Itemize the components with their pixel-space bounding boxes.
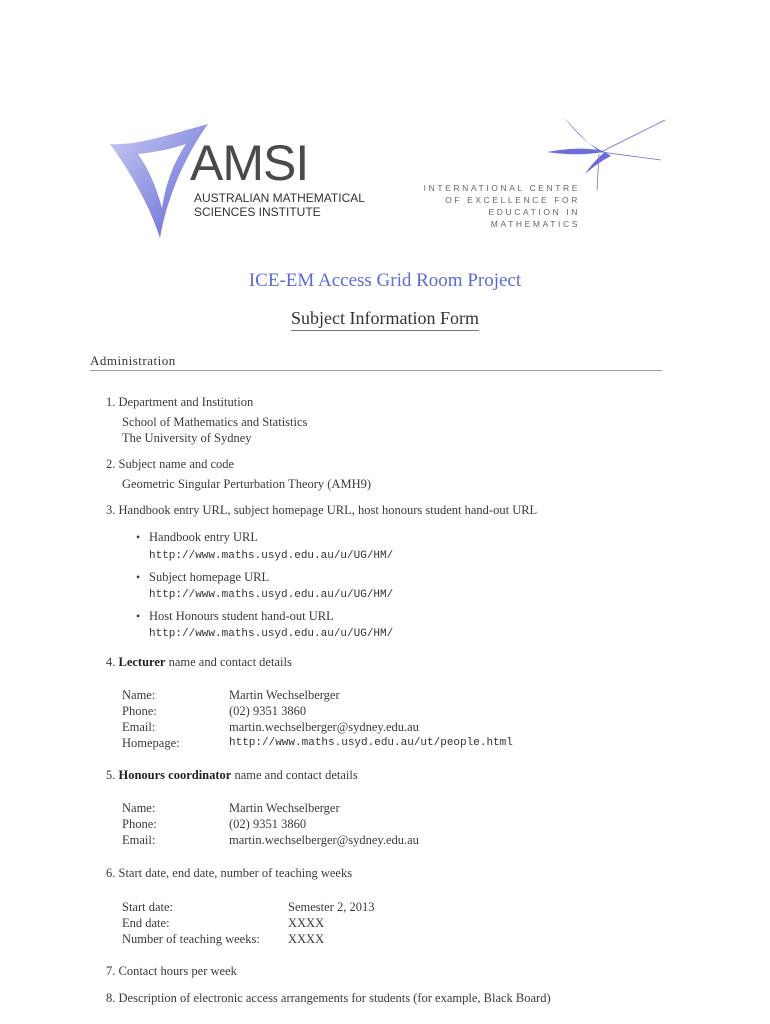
item-number: 5.	[106, 768, 116, 782]
amsi-subtitle-line: AUSTRALIAN MATHEMATICAL	[194, 191, 365, 205]
field-label: Phone:	[122, 704, 157, 718]
iceem-text-line: INTERNATIONAL CENTRE	[423, 183, 580, 193]
field-label: Name:	[122, 801, 156, 815]
item-2-value: Geometric Singular Perturbation Theory (AMH9)	[122, 477, 372, 491]
bullet-label: Subject homepage URL	[149, 570, 270, 584]
field-label: Name:	[122, 688, 156, 702]
bullet-label: Handbook entry URL	[149, 530, 259, 544]
section-heading: Administration	[90, 353, 176, 368]
bullet-icon: •	[136, 530, 141, 544]
form-title-container	[0, 308, 770, 331]
field-label: Homepage:	[122, 736, 180, 750]
field-label: Email:	[122, 720, 156, 734]
item-8-label: 8. Description of electronic access arrangements for students (for example, Black Board)	[106, 991, 551, 1005]
field-value: Semester 2, 2013	[288, 900, 375, 914]
item-emphasis: Honours coordinator	[118, 768, 232, 782]
amsi-subtitle-line: SCIENCES INSTITUTE	[194, 205, 321, 219]
form-title: Subject Information Form	[291, 308, 479, 331]
item-4-label	[106, 655, 292, 670]
handbook-url-link[interactable]: http://www.maths.usyd.edu.au/u/UG/HM/	[149, 550, 394, 562]
iceem-logo-icon	[545, 112, 665, 192]
field-value: Martin Wechselberger	[229, 688, 340, 702]
field-label: Number of teaching weeks:	[122, 932, 260, 946]
item-1-label: 1. Department and Institution	[106, 395, 254, 409]
item-2-label: 2. Subject name and code	[106, 457, 235, 471]
field-label: Start date:	[122, 900, 174, 914]
field-value: Martin Wechselberger	[229, 801, 340, 815]
document-title: ICE-EM Access Grid Room Project	[248, 270, 522, 291]
iceem-text-line: EDUCATION IN	[488, 207, 580, 217]
section-divider	[90, 370, 662, 371]
email-link[interactable]: martin.wechselberger@sydney.edu.au	[229, 833, 419, 847]
bullet-icon: •	[136, 609, 141, 623]
field-value: (02) 9351 3860	[229, 817, 307, 831]
item-6-label: 6. Start date, end date, number of teaching weeks	[106, 866, 353, 880]
item-5-label	[106, 768, 358, 783]
field-label: Email:	[122, 833, 156, 847]
email-link[interactable]: martin.wechselberger@sydney.edu.au	[229, 720, 419, 734]
item-3-label: 3. Handbook entry URL, subject homepage URL, host honours student hand-out URL	[106, 503, 538, 517]
item-7-label: 7. Contact hours per week	[106, 964, 237, 978]
iceem-text-line: OF EXCELLENCE FOR	[445, 195, 580, 205]
item-number: 4.	[106, 655, 116, 669]
amsi-wordmark: AMSI	[190, 135, 309, 191]
iceem-text-line: MATHEMATICS	[490, 219, 580, 229]
handout-url-link[interactable]: http://www.maths.usyd.edu.au/u/UG/HM/	[149, 628, 394, 640]
item-1-value: The University of Sydney	[122, 431, 252, 445]
item-emphasis: Lecturer	[118, 655, 166, 669]
bullet-icon: •	[136, 570, 141, 584]
item-label-rest: name and contact details	[168, 655, 292, 669]
field-value: XXXX	[288, 932, 325, 946]
item-1-value: School of Mathematics and Statistics	[122, 415, 308, 429]
bullet-label: Host Honours student hand-out URL	[149, 609, 334, 623]
lecturer-homepage-link[interactable]: http://www.maths.usyd.edu.au/ut/people.html	[229, 737, 513, 749]
field-value: (02) 9351 3860	[229, 704, 307, 718]
field-value: XXXX	[288, 916, 325, 930]
item-label-rest: name and contact details	[234, 768, 358, 782]
homepage-url-link[interactable]: http://www.maths.usyd.edu.au/u/UG/HM/	[149, 589, 394, 601]
field-label: End date:	[122, 916, 170, 930]
field-label: Phone:	[122, 817, 157, 831]
